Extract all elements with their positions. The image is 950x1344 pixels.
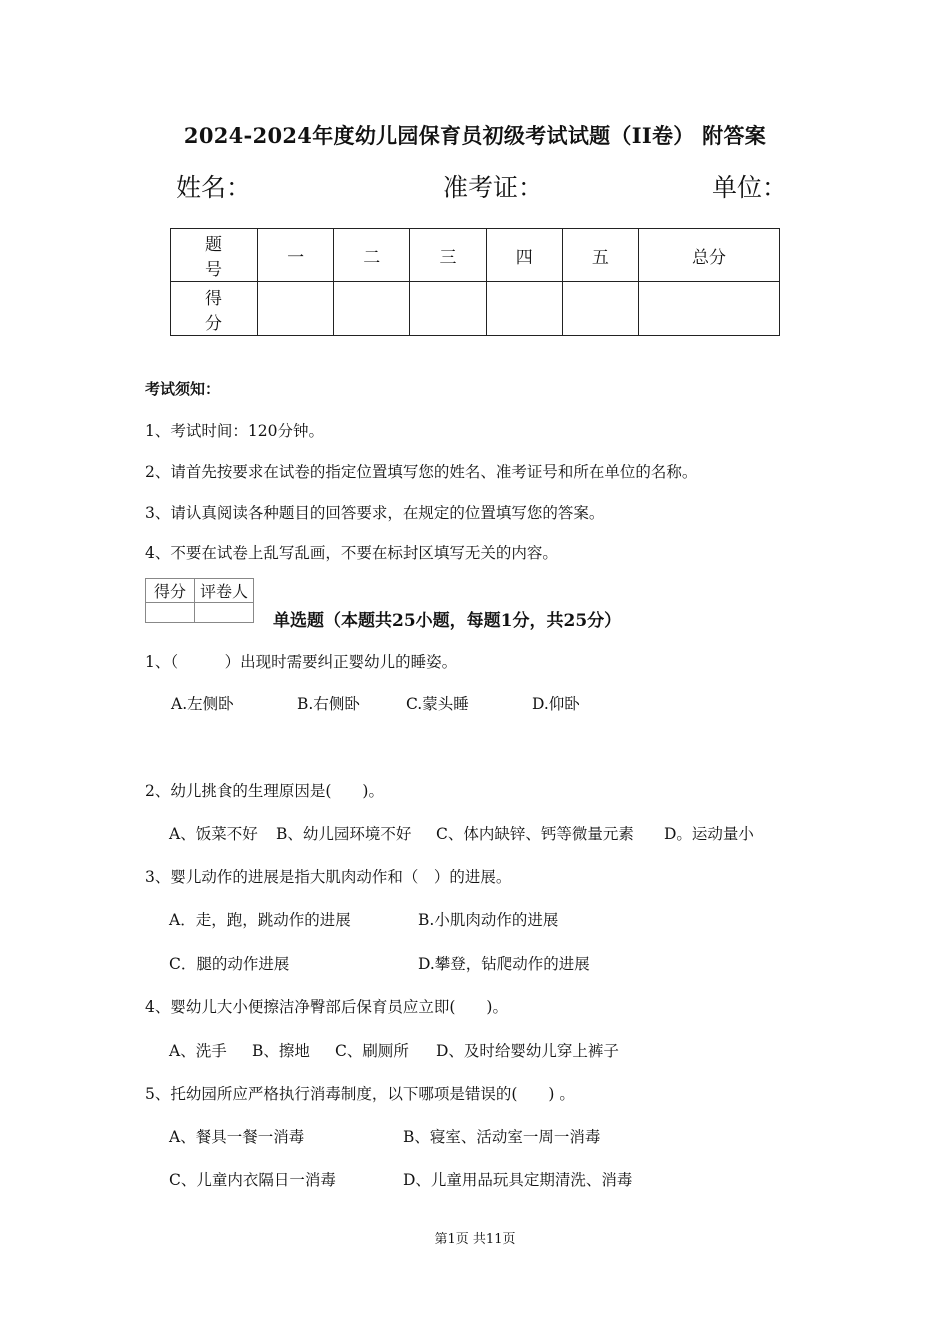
question-stem: 1、（ ）出现时需要纠正婴幼儿的睡姿。	[145, 653, 458, 671]
notice-item: 1、考试时间：120分钟。	[145, 422, 324, 440]
question-option: C、儿童内衣隔日一消毒	[169, 1171, 336, 1189]
unit-field-label: 单位：	[712, 173, 788, 202]
notice-heading: 考试须知：	[145, 380, 221, 398]
score-cell[interactable]	[486, 282, 562, 336]
question-option: A．走，跑，跳动作的进展	[169, 911, 351, 929]
score-table-column: 三	[410, 229, 486, 282]
question-option: A.左侧卧	[171, 695, 234, 713]
score-table-score-row	[171, 282, 780, 336]
score-table-row-label: 题 号	[171, 229, 258, 282]
question-option: D.攀登，钻爬动作的进展	[418, 955, 590, 973]
question-option: C、体内缺锌、钙等微量元素	[436, 825, 634, 843]
score-table-column: 总分	[639, 229, 780, 282]
score-cell[interactable]	[258, 282, 334, 336]
grader-name-label: 评卷人	[195, 579, 254, 603]
exam-id-field-label: 准考证：	[443, 173, 544, 202]
score-cell[interactable]	[639, 282, 780, 336]
question-option: A、洗手	[169, 1042, 227, 1060]
score-cell[interactable]	[334, 282, 410, 336]
score-table-column: 一	[258, 229, 334, 282]
question-option: B、幼儿园环境不好	[276, 825, 412, 843]
question-option: D、儿童用品玩具定期清洗、消毒	[403, 1171, 633, 1189]
grader-score-cell[interactable]	[146, 603, 195, 623]
notice-item: 4、不要在试卷上乱写乱画，不要在标封区填写无关的内容。	[145, 544, 558, 562]
score-cell[interactable]	[410, 282, 486, 336]
score-table-row-label: 得 分	[171, 282, 258, 336]
notice-item: 3、请认真阅读各种题目的回答要求，在规定的位置填写您的答案。	[145, 504, 605, 522]
grader-score-label: 得分	[146, 579, 195, 603]
question-option: C.蒙头睡	[406, 695, 469, 713]
question-option: B.右侧卧	[297, 695, 360, 713]
question-stem: 2、幼儿挑食的生理原因是( )。	[145, 782, 384, 800]
score-cell[interactable]	[562, 282, 638, 336]
question-stem: 5、托幼园所应严格执行消毒制度，以下哪项是错误的( ) 。	[145, 1085, 575, 1103]
question-option: D.仰卧	[532, 695, 580, 713]
question-stem: 4、婴幼儿大小便擦洁净臀部后保育员应立即( )。	[145, 998, 508, 1016]
grader-box	[145, 578, 254, 623]
score-table	[170, 228, 780, 336]
question-stem: 3、婴儿动作的进展是指大肌肉动作和（ ）的进展。	[145, 868, 512, 886]
score-table-column: 四	[486, 229, 562, 282]
exam-title: 2024-2024年度幼儿园保育员初级考试试题（II卷） 附答案	[183, 123, 767, 148]
question-option: D。运动量小	[664, 825, 754, 843]
score-table-column: 二	[334, 229, 410, 282]
page-footer: 第1页 共11页	[434, 1232, 516, 1247]
question-option: A、餐具一餐一消毒	[169, 1128, 305, 1146]
question-option: B、擦地	[252, 1042, 310, 1060]
name-field-label: 姓名：	[176, 173, 252, 202]
score-table-column: 五	[562, 229, 638, 282]
question-option: B、寝室、活动室一周一消毒	[403, 1128, 601, 1146]
question-option: C．腿的动作进展	[169, 955, 290, 973]
notice-item: 2、请首先按要求在试卷的指定位置填写您的姓名、准考证号和所在单位的名称。	[145, 463, 698, 481]
grader-name-cell[interactable]	[195, 603, 254, 623]
section-title: 单选题（本题共25小题，每题1分，共25分）	[273, 611, 622, 631]
question-option: A、饭菜不好	[169, 825, 258, 843]
question-option: C、刷厕所	[335, 1042, 409, 1060]
score-table-header-row	[171, 229, 780, 282]
question-option: B.小肌肉动作的进展	[418, 911, 559, 929]
question-option: D、及时给婴幼儿穿上裤子	[436, 1042, 619, 1060]
